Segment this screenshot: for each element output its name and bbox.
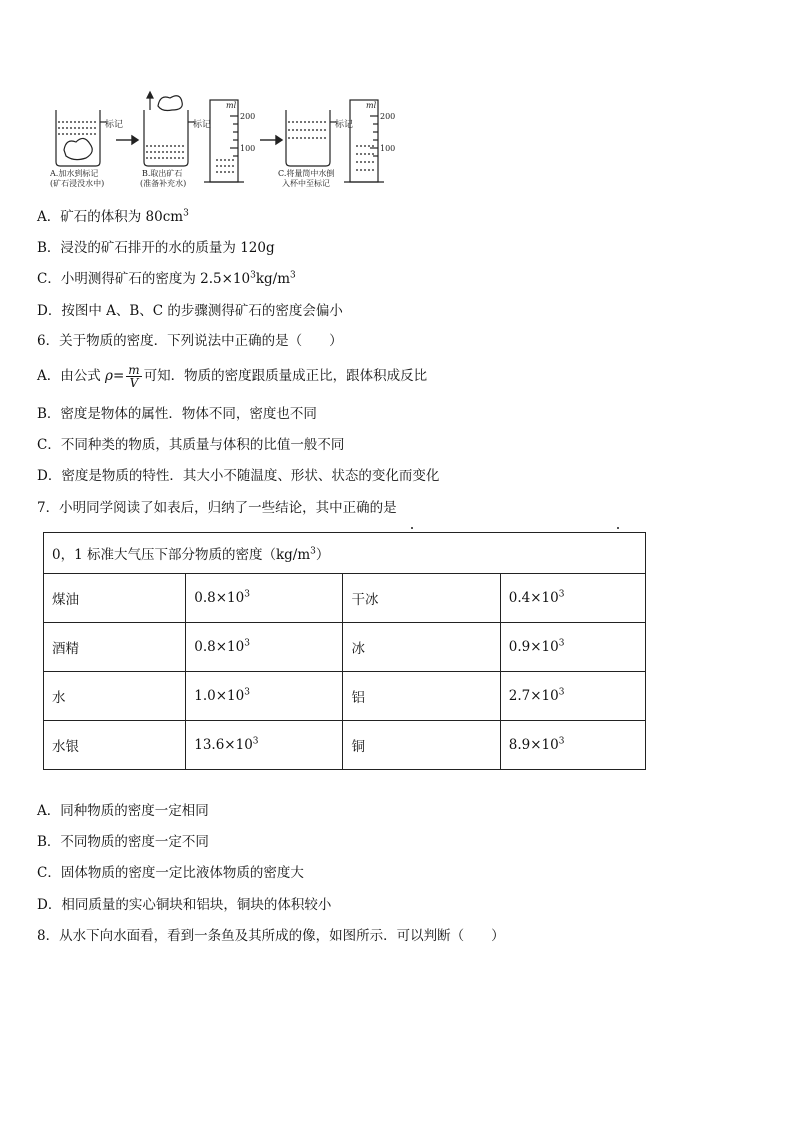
- cylinder-1: [204, 100, 244, 182]
- beaker-a: [56, 110, 106, 166]
- beaker-a-mark: 标记: [105, 120, 124, 130]
- density-value: 1.0×10: [194, 688, 245, 704]
- density-exp: 3: [558, 736, 565, 747]
- q5-option-b: B．浸没的矿石排开的水的质量为 120g: [37, 240, 275, 256]
- density-cell: [500, 623, 645, 672]
- substance-cell: 水: [44, 672, 186, 721]
- table-title-pre: 0，1 标准大气压下部分物质的密度（kg/m: [52, 547, 311, 563]
- beaker-c-caption-1: C.将量筒中水倒: [278, 169, 335, 178]
- density-value: 0.9×10: [508, 639, 559, 655]
- q6-option-a-pre: A．由公式: [37, 368, 101, 384]
- substance-cell: 铝: [343, 672, 500, 721]
- substance-cell: 干冰: [343, 574, 500, 623]
- scan-dot: [617, 527, 619, 529]
- beaker-b-mark: 标记: [193, 120, 212, 130]
- q7-stem: 7．小明同学阅读了如表后，归纳了一些结论，其中正确的是: [37, 500, 397, 516]
- density-value: 0.4×10: [508, 590, 559, 606]
- density-value: 0.8×10: [194, 590, 245, 606]
- equals-sign: =: [112, 368, 125, 384]
- density-exp: 3: [558, 687, 565, 698]
- density-exp: 3: [558, 589, 565, 600]
- table-row: [44, 574, 646, 623]
- table-title-post: ）: [315, 547, 330, 563]
- cylinder-2-tick-200: 200: [380, 112, 396, 121]
- cylinder-2-unit: ml: [366, 101, 377, 110]
- q6-option-a: [37, 364, 427, 389]
- rho-symbol: ρ: [105, 368, 113, 384]
- substance-cell: 水银: [44, 721, 186, 770]
- q6-option-c: C．不同种类的物质，其质量与体积的比值一般不同: [37, 437, 345, 453]
- density-exp: 3: [244, 638, 250, 649]
- density-exp: 3: [244, 589, 250, 600]
- table-title-row: [44, 533, 646, 574]
- density-table: [43, 532, 646, 770]
- density-value: 2.7×10: [508, 688, 559, 704]
- density-cell: [500, 672, 645, 721]
- substance-cell: 铜: [343, 721, 500, 770]
- q6-option-b: B．密度是物体的属性．物体不同，密度也不同: [37, 406, 317, 422]
- scan-dot: [411, 527, 413, 529]
- density-exp: 3: [252, 736, 259, 747]
- arrow-1: [116, 136, 138, 144]
- q6-option-d: D．密度是物质的特性．其大小不随温度、形状、状态的变化而变化: [37, 468, 440, 484]
- q5-option-d: D．按图中 A、B、C 的步骤测得矿石的密度会偏小: [37, 303, 343, 319]
- beaker-a-caption-1: A.加水到标记: [50, 169, 99, 178]
- q7-option-c: C．固体物质的密度一定比液体物质的密度大: [37, 865, 304, 881]
- q5-option-c-pre: C．小明测得矿石的密度为 2.5×10: [37, 271, 251, 287]
- density-value: 13.6×10: [194, 737, 253, 753]
- density-exp: 3: [558, 638, 565, 649]
- q6-option-a-post: 可知．物质的密度跟质量成正比，跟体积成反比: [143, 368, 428, 384]
- table-row: [44, 672, 646, 721]
- substance-cell: 酒精: [44, 623, 186, 672]
- cylinder-2: [344, 100, 384, 182]
- arrow-2: [260, 136, 282, 144]
- substance-cell: 煤油: [44, 574, 186, 623]
- q6-stem: 6．关于物质的密度．下列说法中正确的是（ ）: [37, 333, 343, 349]
- cylinder-2-tick-100: 100: [380, 144, 396, 153]
- density-value: 8.9×10: [508, 737, 559, 753]
- table-row: [44, 623, 646, 672]
- q5-option-a-text: A．矿石的体积为 80cm: [37, 209, 184, 225]
- density-cell: [186, 574, 343, 623]
- beaker-b-caption-2: (准备补充水): [140, 179, 187, 188]
- table-row: [44, 721, 646, 770]
- density-exp: 3: [244, 687, 250, 698]
- q7-option-a: A．同种物质的密度一定相同: [37, 803, 209, 819]
- table-title-sup: 3: [310, 546, 316, 557]
- table-title: [44, 533, 646, 574]
- density-cell: [500, 574, 645, 623]
- q5-option-c-sup1: 3: [250, 270, 256, 281]
- fraction-numerator: m: [128, 363, 140, 377]
- q7-option-d: D．相同质量的实心铜块和铝块，铜块的体积较小: [37, 897, 332, 913]
- q5-option-c-unit: kg/m: [255, 271, 290, 287]
- beaker-c-caption-2: 入杯中至标记: [282, 179, 330, 188]
- beaker-c: [286, 110, 336, 166]
- q5-option-c: [37, 270, 296, 288]
- cylinder-1-unit: ml: [226, 101, 237, 110]
- cylinder-1-tick-200: 200: [240, 112, 256, 121]
- q5-option-a-sup: 3: [183, 208, 189, 219]
- beaker-b: [144, 92, 194, 166]
- density-cell: [186, 623, 343, 672]
- substance-cell: 冰: [343, 623, 500, 672]
- fraction-denominator: V: [129, 376, 139, 390]
- beaker-b-caption-1: B.取出矿石: [142, 169, 183, 178]
- density-fraction: [126, 364, 141, 389]
- density-value: 0.8×10: [194, 639, 245, 655]
- q7-option-b: B．不同物质的密度一定不同: [37, 834, 209, 850]
- beaker-a-caption-2: (矿石浸没水中): [50, 179, 105, 188]
- q5-option-a: [37, 208, 189, 226]
- q5-option-c-sup2: 3: [290, 270, 296, 281]
- experiment-figure: [50, 90, 410, 190]
- density-cell: [186, 672, 343, 721]
- density-cell: [186, 721, 343, 770]
- q8-stem: 8．从水下向水面看，看到一条鱼及其所成的像，如图所示．可以判断（ ）: [37, 928, 505, 944]
- cylinder-1-tick-100: 100: [240, 144, 256, 153]
- beaker-c-mark: 标记: [335, 120, 354, 130]
- density-cell: [500, 721, 645, 770]
